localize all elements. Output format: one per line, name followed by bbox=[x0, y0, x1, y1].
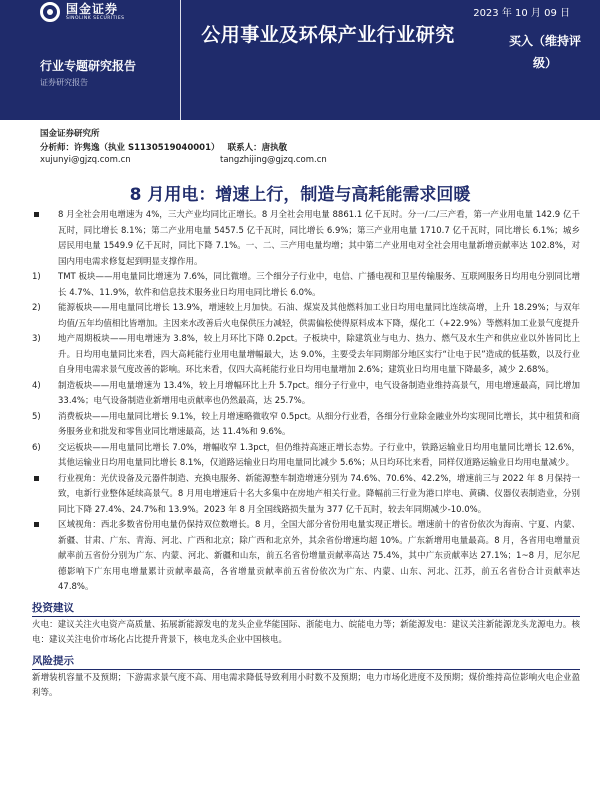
company-logo bbox=[40, 2, 125, 22]
list-number: 2) bbox=[32, 303, 41, 313]
contact-email[interactable]: tangzhijing@gjzq.com.cn bbox=[220, 155, 327, 165]
region-paragraph bbox=[32, 518, 580, 596]
list-item bbox=[32, 410, 580, 441]
research-institute: 国金证券研究所 bbox=[40, 129, 100, 139]
report-body bbox=[32, 208, 580, 702]
list-item bbox=[32, 270, 580, 301]
paragraph-text: 区域视角：西北多数省份用电量仍保持双位数增长。8 月，全国大部分省份用电量实现正增长。增速前十的省份依次为海南、宁夏、内蒙、新疆、甘肃、广东、青海、河北、广西和北京；除广西和北京外，其余省份增速均超 10%。广东新增用电量最高。8 月，各省用电增量贡献率前五省份分别为广东、内蒙、河北、新疆和山东，前五名省份增量贡献率高达 75.4%，其中广东贡献率达 27.1%；1~8 月，尼尔尼德影响下广东用电增量累计贡献率最高，各省增量贡献率前五省份依次为广东、内蒙、山东、河北、江苏，前五名省份合计贡献率达 47.8%。 bbox=[58, 520, 580, 592]
contact-label: 联系人： bbox=[227, 143, 262, 153]
list-number: 4) bbox=[32, 380, 41, 391]
list-item bbox=[32, 441, 580, 472]
analyst-label: 分析师： bbox=[40, 143, 75, 153]
paragraph-text: TMT 板块——用电量同比增速为 7.6%，同比微增。三个细分子行业中，电信、广播电视和卫星传输服务、互联网服务日均用电分别同比增长 4.7%、11.9%，软件和信息技术服务业日均用电同比增长 6.0%。 bbox=[58, 272, 580, 298]
logo-name-en: SINOLINK SECURITIES bbox=[66, 15, 125, 21]
report-date: 2023 年 10 月 09 日 bbox=[473, 8, 570, 19]
paragraph-text: 交运板块——用电量同比增长 7.0%，增幅收窄 1.3pct，但仍维持高速正增长态势。子行业中，铁路运输业日均用电量同比增长 12.6%，其他运输业日均用电量同比增长 8.1%，仅道路运输业日均用电量同比减少 5.6%；从日均环比来看，同样仅道路运输业日均用电量减少。 bbox=[58, 442, 580, 468]
rating-badge: 买入（维持评级） bbox=[508, 34, 581, 70]
list-item bbox=[32, 379, 580, 410]
risk-text: 新增装机容量不及预期；下游需求景气度不高、用电需求降低导致利用小时数不及预期；电力市场化进度不及预期；煤价维持高位影响火电企业盈利等。 bbox=[32, 672, 580, 698]
main-headline: 8 月用电：增速上行，制造与高耗能需求回暖 bbox=[129, 185, 471, 205]
industry-paragraph bbox=[32, 472, 580, 519]
report-title: 公用事业及环保产业行业研究 bbox=[201, 24, 455, 46]
bullet-icon bbox=[32, 518, 52, 534]
paragraph-text: 8 月全社会用电增速为 4%，三大产业均同比正增长。8 月全社会用电量 8861.1 亿千瓦时。分一/二/三产看，第一产业用电量 142.9 亿千瓦时，同比增长 8.1%；第二产业用电量 5457.5 亿千瓦时，同比增长 6.9%；第三产业用电量 1710.7 亿千瓦时，同比增长 6.1%；城乡居民用电量 1549.9 亿千瓦时，同比下降 7.1%。一、二、三产用电量均增；其中第二产业用电对全社会用电量新增贡献率达 102.8%，对国内用电需求修复起到明显支撑作用。 bbox=[58, 210, 580, 267]
list-item bbox=[32, 301, 580, 332]
header-divider bbox=[180, 0, 181, 120]
risk-section-title: 风险提示 bbox=[32, 653, 580, 670]
bullet-icon bbox=[32, 208, 52, 224]
list-number: 5) bbox=[32, 411, 41, 422]
paragraph-text: 能源板块——用电量同比增长 13.9%，增速较上月加快。石油、煤炭及其他燃料加工业日均用电量同比连续高增，上升 18.29%；与双年均值/五年均值相比皆增加。主因来水改善后火电保供压力减轻，供需偏松使得原料成本下降，煤化工（+22.9%）等燃料加工业景气度提升 bbox=[58, 303, 580, 329]
investment-section-title: 投资建议 bbox=[32, 600, 580, 617]
report-header bbox=[0, 0, 600, 120]
bullet-icon bbox=[32, 472, 52, 488]
analyst-email[interactable]: xujunyi@gjzq.com.cn bbox=[40, 155, 131, 165]
contact-name: 唐执敬 bbox=[261, 143, 288, 153]
paragraph-text: 消费板块——用电量同比增长 9.1%，较上月增速略微收窄 0.5pct。从细分行业看，各细分行业除金融业外均实现同比增长，其中租赁和商务服务业和批发和零售业同比增速最高，达 11.4%和 9.6%。 bbox=[58, 411, 580, 437]
paragraph-text: 行业视角：光伏设备及元器件制造、充换电服务、新能源整车制造增速分别为 74.6%、70.6%、42.2%，增速前三与 2022 年 8 月保持一致，电新行业整体延续高景气。8 月用电增速后十名大多集中在房地产相关行业。降幅前三行业为港口岸电、黄磷、仪器仪表制造业，分别同比下降 27.4%、24.7%和 13.9%。2023 年 8 月全国线路损失量为 377 亿千瓦时，较去年同期减少-10.0%。 bbox=[58, 473, 580, 515]
logo-name-cn: 国金证券 bbox=[66, 1, 119, 16]
list-number: 1) bbox=[32, 272, 41, 282]
analyst-name: 许隽逸（执业 S1130519040001） bbox=[74, 143, 220, 153]
list-number: 3) bbox=[32, 334, 41, 344]
paragraph-text: 制造板块——用电量增速为 13.4%，较上月增幅环比上升 5.7pct。细分子行业中，电气设备制造业维持高景气，用电增速最高，同比增加 33.4%；电气设备制造业新增用电贡献率也仍然最高，达 25.7%。 bbox=[58, 380, 580, 406]
paragraph-text: 地产周期板块——用电增速为 3.8%，较上月环比下降 0.2pct。子板块中，除建筑业与电力、热力、燃气及水生产和供应业以外皆同比上升。日均用电量同比来看，四大高耗能行业用电量增幅最大，达 9.0%，主要受去年同期部分地区实行“让电于民”造成的低基数，以及行业自身用电需求景气度改善的影响。环比来看，仅四大高耗能行业日均用电量增加 2.6%；建筑业日均用电量下降最多，减少 2.68%。 bbox=[58, 334, 580, 375]
list-item bbox=[32, 332, 580, 379]
report-type: 行业专题研究报告 bbox=[40, 59, 137, 73]
investment-text: 火电：建议关注火电资产高质量、拓展新能源发电的龙头企业华能国际、浙能电力、皖能电力等；新能源发电：建议关注新能源龙头龙源电力。核电：建议关注电价市场化占比提升背景下，核电龙头企业中国核电。 bbox=[32, 619, 580, 645]
logo-mark-icon bbox=[40, 2, 60, 22]
summary-paragraph bbox=[32, 208, 580, 270]
analyst-line bbox=[40, 141, 287, 153]
list-number: 6) bbox=[32, 442, 41, 453]
report-subtype: 证券研究报告 bbox=[40, 78, 88, 87]
